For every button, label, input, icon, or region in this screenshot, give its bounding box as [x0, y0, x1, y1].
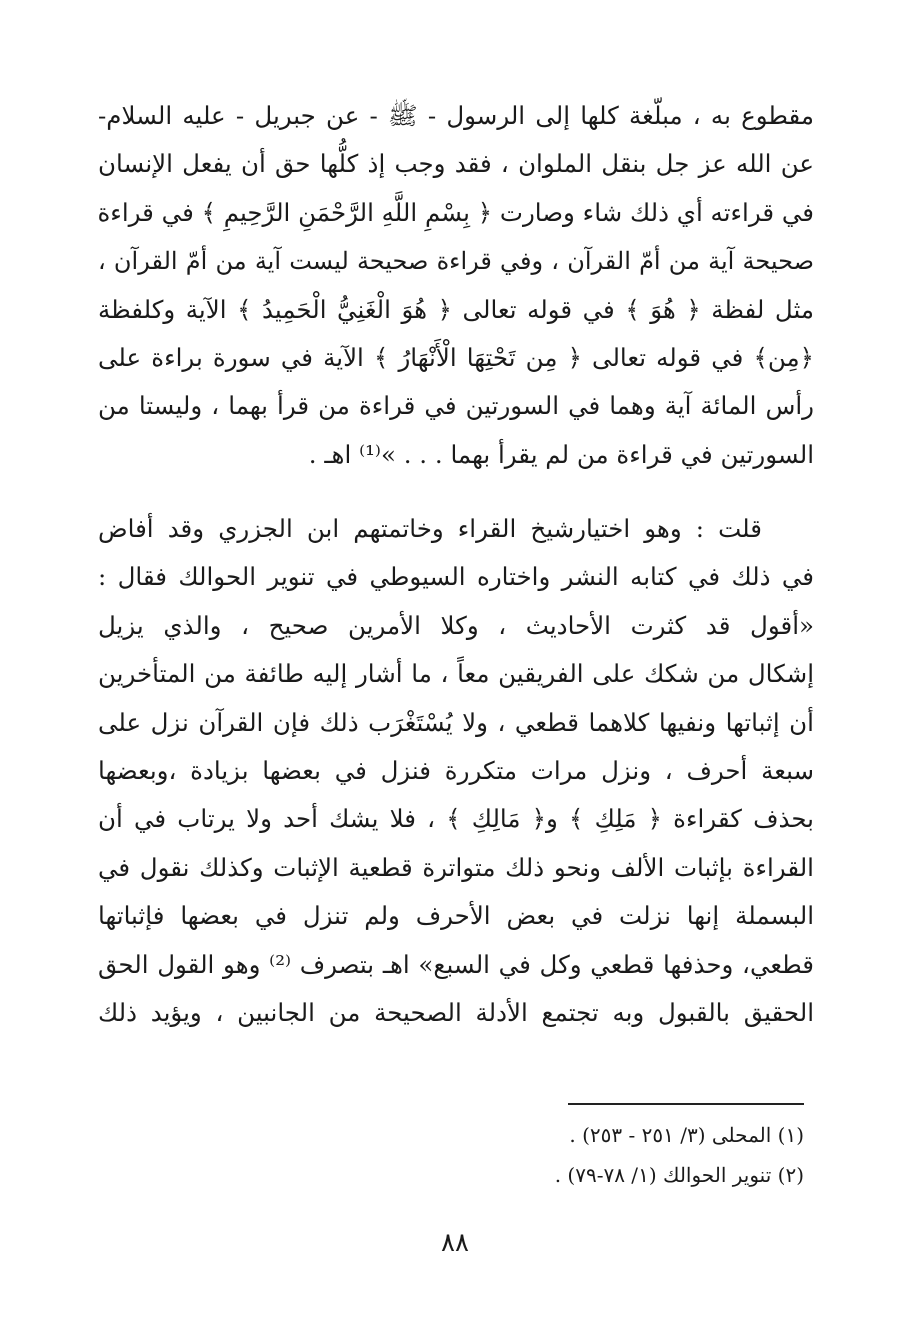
- paragraph-main: [98, 505, 814, 1037]
- text-line: قطعي، وحذفها قطعي وكل في السبع» اهـ بتصرف ⁽²⁾ وهو القول الحق: [98, 949, 814, 979]
- text-line: في ذلك في كتابه النشر واختاره السيوطي في تنوير الحوالك فقال :: [98, 562, 814, 592]
- text-line: صحيحة آية من أمّ القرآن ، وفي قراءة صحيحة ليست آية من أمّ القرآن ،: [98, 247, 814, 276]
- footnotes: [300, 1115, 804, 1195]
- text-line: في قراءته أي ذلك شاء وصارت ﴿ بِسْمِ اللَّهِ الرَّحْمَنِ الرَّحِيمِ ﴾ في قراءة: [97, 197, 814, 227]
- text-line: الحقيق بالقبول وبه تجتمع الأدلة الصحيحة من الجانبين ، ويؤيد ذلك: [98, 997, 814, 1027]
- text-line: أن إثباتها ونفيها كلاهما قطعي ، ولا يُسْتَغْرَب ذلك فإن القرآن نزل على: [98, 707, 814, 737]
- text-line: مقطوع به ، مبلّغة كلها إلى الرسول - ﷺ - عن جبريل - عليه السلام-: [98, 101, 814, 130]
- text-line: بحذف كقراءة ﴿ مَلِكِ ﴾ و﴿ مَالِكِ ﴾ ، فلا يشك أحد ولا يرتاب في أن: [98, 804, 814, 834]
- text-line: القراءة بإثبات الألف ونحو ذلك متواترة قطعية الإثبات وكذلك نقول في: [98, 852, 814, 882]
- text-line: «أقول قد كثرت الأحاديث ، وكلا الأمرين صحيح ، والذي يزيل: [98, 610, 814, 640]
- text-line: السورتين في قراءة من لم يقرأ بهما . . . »⁽¹⁾ اهـ .: [308, 439, 814, 469]
- footnote-2: (٢) تنوير الحوالك (١/ ٧٨-٧٩) .: [554, 1163, 804, 1187]
- text-line: ﴿مِن﴾ في قوله تعالى ﴿ مِن تَحْتِهَا الْأَنْهَارُ ﴾ الآية في سورة براءة على: [98, 342, 814, 372]
- text-line: البسملة إنها نزلت في بعض الأحرف ولم تنزل في بعضها فإثباتها: [98, 901, 814, 931]
- footnote-divider: [568, 1103, 804, 1105]
- page-number: ٨٨: [441, 1228, 469, 1258]
- text-line: قلت : وهو اختيارشيخ القراء وخاتمتهم ابن الجزري وقد أفاض: [98, 514, 762, 543]
- paragraph-continuation: [98, 92, 814, 479]
- text-line: مثل لفظة ﴿ هُوَ ﴾ في قوله تعالى ﴿ هُوَ الْغَنِيُّ الْحَمِيدُ ﴾ الآية وكلفظة: [98, 294, 814, 324]
- footnote-1: (١) المحلى (٣/ ٢٥١ - ٢٥٣) .: [569, 1123, 804, 1147]
- text-line: رأس المائة آية وهما في السورتين في قراءة من قرأ بهما ، وليستا من: [98, 391, 814, 421]
- text-line: سبعة أحرف ، ونزل مرات متكررة فنزل في بعضها بزيادة ،وبعضها: [98, 755, 814, 785]
- text-line: عن الله عز جل بنقل الملوان ، فقد وجب إذ كلُّها حق أن يفعل الإنسان: [98, 149, 814, 179]
- text-line: إشكال من شكك على الفريقين معاً ، ما أشار إليه طائفة من المتأخرين: [98, 659, 814, 689]
